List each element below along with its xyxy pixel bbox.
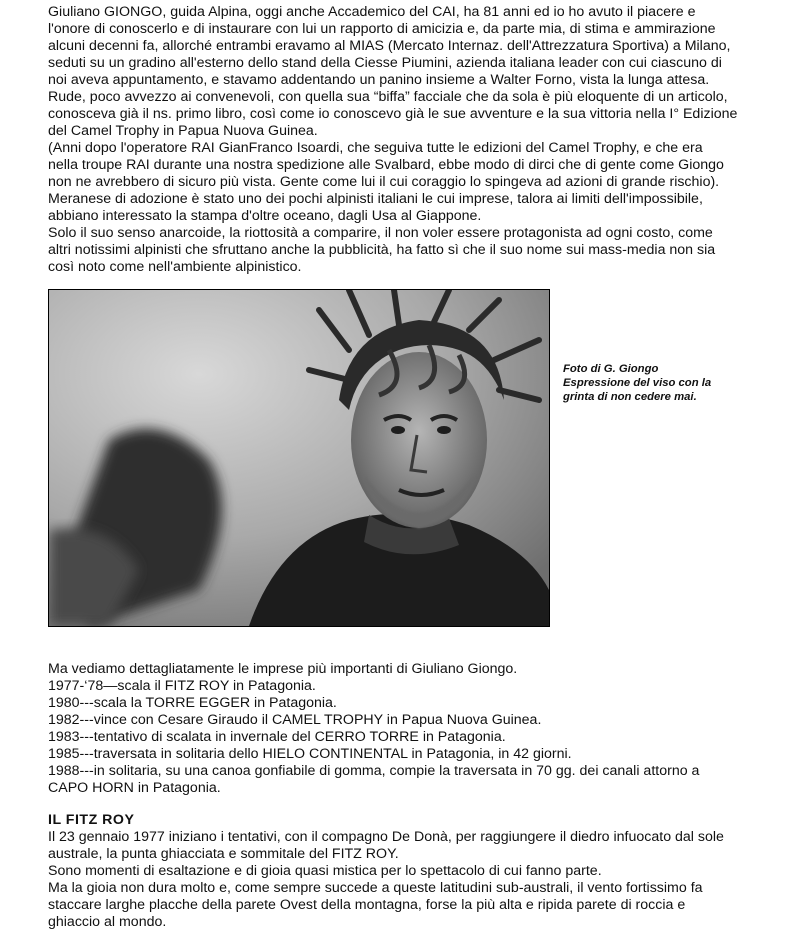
fitz-line: Ma la gioia non dura molto e, come sempre succede a queste latitudini sub-australi, il vento fortissimo fa — [48, 880, 703, 896]
intro-line: nella troupe RAI durante una nostra spedizione alle Svalbard, ebbe modo di dirci che di gente come Giongo — [48, 157, 724, 173]
caption-credit: Foto di G. Giongo — [563, 363, 659, 375]
ventures-list — [48, 661, 752, 797]
intro-line: del Camel Trophy in Papua Nuova Guinea. — [48, 123, 318, 139]
intro-line: Solo il suo senso anarcoide, la riottosità a comparire, il non voler essere protagonista ad ogni costo, come — [48, 225, 713, 241]
fitz-line: Sono momenti di esaltazione e di gioia quasi mistica per lo spettacolo di cui fanno parte. — [48, 863, 602, 879]
intro-paragraph — [48, 4, 752, 276]
venture-item: 1985---traversata in solitaria dello HIELO CONTINENTAL in Patagonia, in 42 giorni. — [48, 746, 572, 762]
photo-caption — [563, 362, 763, 404]
intro-line: conosceva già il ns. primo libro, così come io conoscevo già le sue avventure e la sua vittoria nella I° Edizione — [48, 106, 738, 122]
intro-line: Meranese di adozione è stato uno dei pochi alpinisti italiani le cui imprese, talora ai limiti dell'impossibile, — [48, 191, 703, 207]
caption-text: Espressione del viso con la — [563, 377, 712, 389]
ventures-intro: Ma vediamo dettagliatamente le imprese più importanti di Giuliano Giongo. — [48, 661, 518, 677]
portrait-photo — [48, 289, 550, 627]
intro-line: abbiano interessato la stampa d'oltre oceano, dagli Usa al Giappone. — [48, 208, 482, 224]
section-heading-fitz-roy: IL FITZ ROY — [48, 812, 135, 828]
intro-line: altri notissimi alpinisti che sfruttano anche la pubblicità, ha fatto sì che il suo nome sui mass-media non sia — [48, 242, 716, 258]
intro-line: non ne avrebbero di sicuro più vista. Gente come lui il cui coraggio lo spingeva ad azioni di grande rischio). — [48, 174, 720, 190]
intro-line: seduti su un gradino all'esterno dello stand della Ciesse Piumini, azienda italiana leader con cui ciascuno di — [48, 55, 722, 71]
venture-item: 1982---vince con Cesare Giraudo il CAMEL TROPHY in Papua Nuova Guinea. — [48, 712, 542, 728]
intro-line: l'onore di conoscerlo e di instaurare con lui un rapporto di amicizia e, da parte mia, di stima e ammirazione — [48, 21, 716, 37]
fitz-roy-paragraph — [48, 829, 752, 931]
venture-item: 1983---tentativo di scalata in invernale del CERRO TORRE in Patagonia. — [48, 729, 506, 745]
intro-line: così noto come nell'ambiente alpinistico. — [48, 259, 302, 275]
intro-line: (Anni dopo l'operatore RAI GianFranco Isoardi, che seguiva tutte le edizioni del Camel Trophy, e che era — [48, 140, 703, 156]
venture-item: 1980---scala la TORRE EGGER in Patagonia. — [48, 695, 337, 711]
intro-line: Giuliano GIONGO, guida Alpina, oggi anche Accademico del CAI, ha 81 anni ed io ho avuto il piacere e — [48, 4, 696, 20]
fitz-line: Il 23 gennaio 1977 iniziano i tentativi, con il compagno De Donà, per raggiungere il diedro infuocato dal sole — [48, 829, 724, 845]
venture-item: CAPO HORN in Patagonia. — [48, 780, 221, 796]
intro-line: noi aveva appuntamento, e stavamo addentando un panino insieme a Walter Forno, vista la lunga attesa. — [48, 72, 710, 88]
intro-line: alcuni decenni fa, allorché entrambi eravamo al MIAS (Mercato Internaz. dell'Attrezzatura Sportiva) a Milano, — [48, 38, 731, 54]
fitz-line: australe, la punta ghiacciata e sommitale del FITZ ROY. — [48, 846, 399, 862]
venture-item: 1988---in solitaria, su una canoa gonfiabile di gomma, compie la traversata in 70 gg. dei canali attorno a — [48, 763, 700, 779]
fitz-line: ghiaccio al mondo. — [48, 914, 167, 930]
portrait-illustration — [49, 290, 549, 626]
fitz-line: staccare larghe placche della parete Ovest della montagna, forse la più alta e ripida parete di roccia e — [48, 897, 686, 913]
intro-line: Rude, poco avvezzo ai convenevoli, con quella sua “biffa” facciale che da sola è più eloquente di un articolo, — [48, 89, 728, 105]
venture-item: 1977-‘78—scala il FITZ ROY in Patagonia. — [48, 678, 316, 694]
caption-text: grinta di non cedere mai. — [563, 391, 697, 403]
